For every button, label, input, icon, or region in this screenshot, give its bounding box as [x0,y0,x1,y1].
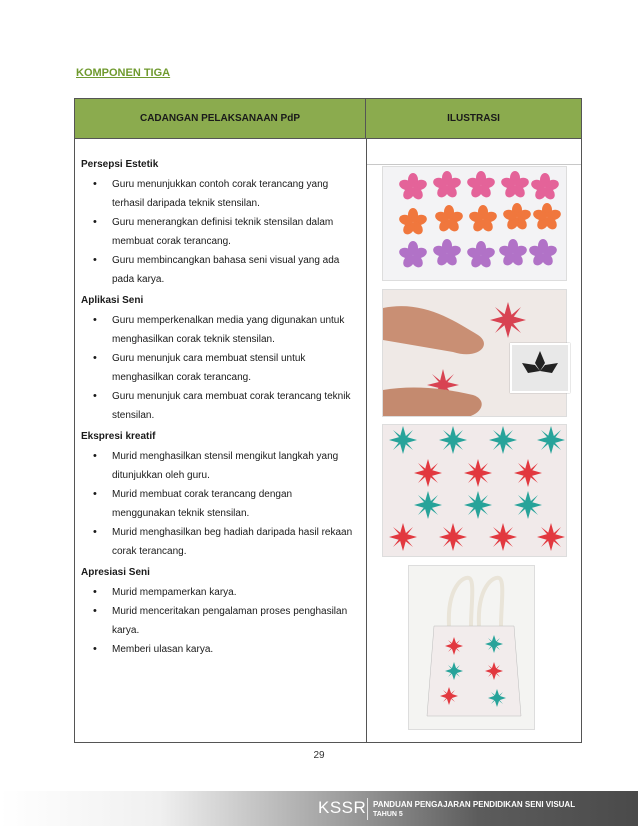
group-apresiasi-seni [81,565,363,659]
bullet-list [81,311,363,425]
list-item: • Guru menunjukkan contoh corak terancang yang terhasil daripada teknik stensilan. [81,175,363,213]
list-item: • Murid menghasilkan beg hadiah daripada hasil rekaan corak terancang. [81,523,363,561]
section-title: KOMPONEN TIGA [76,67,171,79]
column-divider [366,139,367,742]
flower-stencil-photo [382,166,567,281]
list-item: • Murid menceritakan pengalaman proses penghasilan karya. [81,602,363,640]
group-ekspresi-kreatif [81,429,363,561]
table-header [75,99,581,139]
group-heading: Apresiasi Seni [81,567,150,578]
list-item: • Guru menunjuk cara membuat stensil untuk menghasilkan corak terancang. [81,349,363,387]
header-ilustrasi: ILUSTRASI [447,113,500,124]
footer-subtitle: TAHUN 5 [373,811,403,818]
group-heading: Persepsi Estetik [81,159,159,170]
group-persepsi-estetik [81,157,363,289]
list-item: • Memberi ulasan karya. [81,640,363,659]
group-heading: Aplikasi Seni [81,295,144,306]
page-number: 29 [313,750,325,761]
list-item: • Guru menunjuk cara membuat corak terancang teknik stensilan. [81,387,363,425]
bullet-list [81,583,363,659]
list-item: • Murid membuat corak terancang dengan menggunakan teknik stensilan. [81,485,363,523]
group-aplikasi-seni [81,293,363,425]
header-cadangan: CADANGAN PELAKSANAAN PdP [75,99,366,139]
stencil-shape-inset [510,343,570,393]
footer-title: PANDUAN PENGAJARAN PENDIDIKAN SENI VISUAL [373,800,576,809]
list-item: • Murid mempamerkan karya. [81,583,363,602]
gift-bag-photo [408,565,535,730]
list-item: • Guru memperkenalkan media yang digunakan untuk menghasilkan corak teknik stensilan. [81,311,363,349]
footer-logo: KSSR [318,798,367,817]
list-item: • Guru menerangkan definisi teknik stensilan dalam membuat corak terancang. [81,213,363,251]
illustration-guide-line [367,164,581,165]
list-item: • Murid menghasilkan stensil mengikut langkah yang ditunjukkan oleh guru. [81,447,363,485]
bullet-list [81,447,363,561]
group-heading: Ekspresi kreatif [81,431,156,442]
suggestions-column [81,157,363,663]
footer-separator [367,798,368,820]
bullet-list [81,175,363,289]
list-item: • Guru membincangkan bahasa seni visual yang ada pada karya. [81,251,363,289]
stencil-pattern-photo [382,424,567,557]
